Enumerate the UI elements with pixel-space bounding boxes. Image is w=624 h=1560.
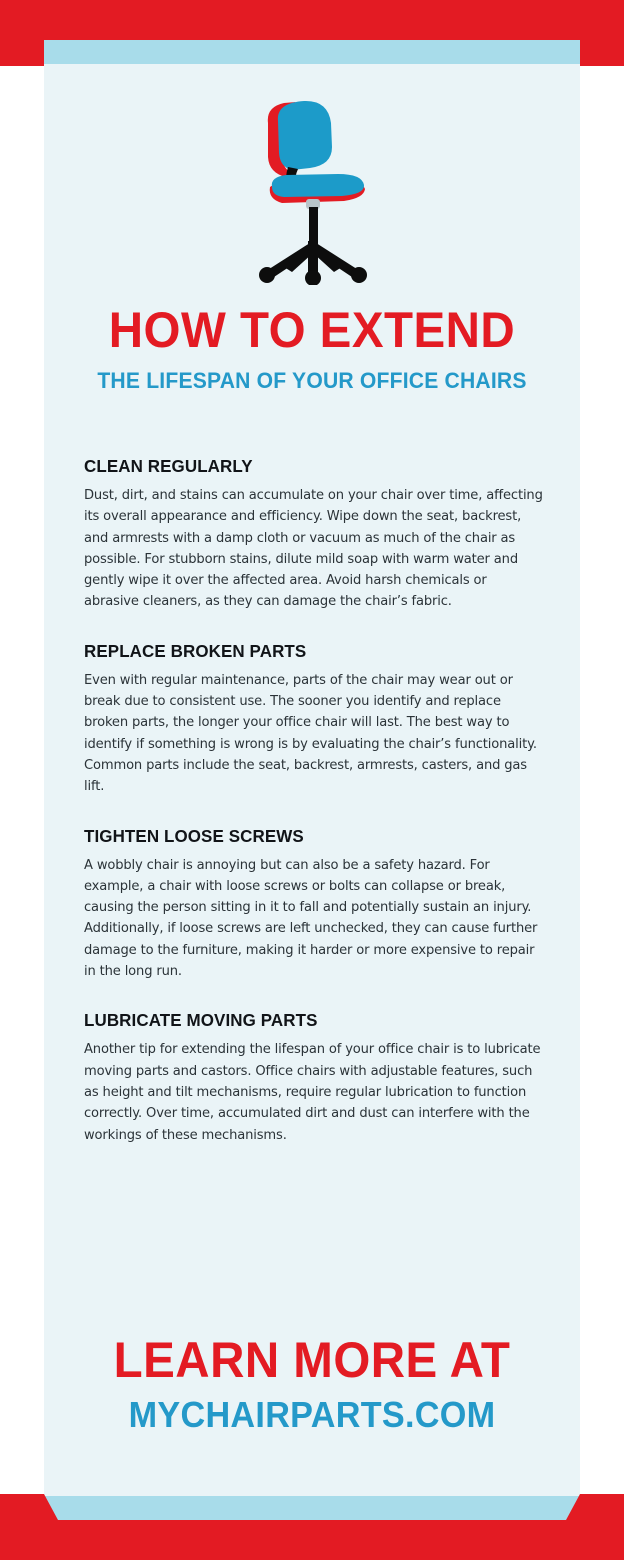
content-card xyxy=(44,40,580,1520)
tips-list xyxy=(84,455,544,1146)
bottom-light-blue-strip xyxy=(44,1496,580,1520)
chair-illustration-container xyxy=(44,90,580,290)
tip-body: A wobbly chair is annoying but can also be a safety hazard. For example, a chair with loose screws or bolts can collapse or break, causing the person sitting in it to fall and potentially sustain an injury. Additionally, if loose screws are left unchecked, they can cause further damage to the furniture, making it harder or more expensive to repair in the long run. xyxy=(84,857,538,980)
tip-heading: TIGHTEN LOOSE SCREWS xyxy=(84,825,304,846)
tip-heading: REPLACE BROKEN PARTS xyxy=(84,640,307,661)
tip-body: Even with regular maintenance, parts of the chair may wear out or break due to consistent use. The sooner you identify and replace broken parts, the longer your office chair will last. The best way to identify if something is wrong is by evaluating the chair’s functionality. Common parts include the seat, backrest, armrests, casters, and gas lift. xyxy=(84,672,537,795)
page-title: HOW TO EXTEND xyxy=(108,302,516,358)
page-subtitle: THE LIFESPAN OF YOUR OFFICE CHAIRS xyxy=(97,368,527,393)
tip-heading: LUBRICATE MOVING PARTS xyxy=(84,1010,318,1031)
tip-section xyxy=(84,1009,544,1145)
tip-body: Dust, dirt, and stains can accumulate on your chair over time, affecting its overall appearance and efficiency. Wipe down the seat, backrest, and armrests with a damp cloth or vacuum as much of the chair as possible. For stubborn stains, dilute mild soap with warm water and gently wipe it over the affected area. Avoid harsh chemicals or abrasive cleaners, as they can damage the chair’s fabric. xyxy=(84,488,543,610)
tip-section xyxy=(84,640,544,798)
call-to-action xyxy=(44,1332,580,1436)
office-chair-illustration xyxy=(252,95,372,285)
tip-section xyxy=(84,455,544,613)
tip-heading: CLEAN REGULARLY xyxy=(84,456,253,476)
cta-headline: LEARN MORE AT xyxy=(113,1332,511,1388)
tip-section xyxy=(84,825,544,983)
top-light-blue-strip xyxy=(44,40,580,64)
cta-website-link[interactable]: MYCHAIRPARTS.COM xyxy=(128,1394,496,1435)
headline-block xyxy=(44,302,580,394)
tip-body: Another tip for extending the lifespan of your office chair is to lubricate moving parts and castors. Office chairs with adjustable features, such as height and tilt mechanisms, require regular lubrication to function correctly. Over time, accumulated dirt and dust can interfere with the workings of these mechanisms. xyxy=(84,1042,541,1143)
